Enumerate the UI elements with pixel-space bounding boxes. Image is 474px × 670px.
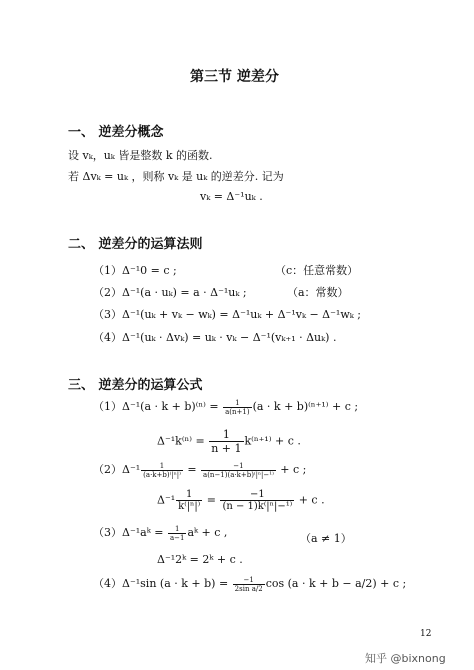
formula-1b [157, 428, 301, 455]
formula-lhs: Δ⁻¹ [122, 463, 141, 476]
formula-lhs: Δ⁻¹k⁽ⁿ⁾ = [157, 434, 205, 448]
section-heading-2: 二、 逆差分的运算法则 [68, 237, 203, 252]
rule-1 [93, 262, 177, 278]
formula-3 [93, 524, 227, 542]
fraction-denominator: a(n−1)(a·k+b)⁽|ⁿ|−¹⁾ [203, 470, 274, 479]
section1-line2: 若 Δvₖ = uₖ ，则称 vₖ 是 uₖ 的逆差分. 记为 [68, 170, 284, 183]
fraction-numerator: 1 [176, 489, 202, 501]
fraction [141, 462, 183, 479]
page-number: 12 [420, 629, 432, 639]
fraction [209, 428, 243, 455]
fraction-denominator: a(n+1) [225, 407, 250, 416]
formula-3-note: （a ≠ 1） [300, 532, 352, 545]
rule-number: （2） [93, 286, 122, 299]
formula-3b: Δ⁻¹2ᵏ = 2ᵏ + c . [157, 553, 243, 566]
fraction [168, 525, 187, 542]
formula-rhs: (a · k + b)⁽ⁿ⁺¹⁾ + c ; [252, 400, 359, 413]
fraction-denominator: 2sin a/2 [234, 584, 263, 593]
formula-rhs: + c ; [280, 463, 307, 476]
fraction-numerator: −1 [220, 489, 294, 501]
watermark: 知乎 @bixnong [365, 652, 446, 665]
formula-1 [93, 398, 358, 416]
page-title: 第三节 逆差分 [190, 69, 279, 85]
fraction-denominator: a−1 [169, 533, 185, 542]
formula-lhs: Δ⁻¹(a · k + b)⁽ⁿ⁾ = [122, 400, 219, 413]
formula-rhs: k⁽ⁿ⁺¹⁾ + c . [244, 434, 301, 448]
rule-expr: Δ⁻¹(a · uₖ) = a · Δ⁻¹uₖ ; [122, 286, 247, 299]
rule-4 [93, 329, 336, 345]
formula-number: （4） [93, 577, 122, 590]
fraction-numerator: 1 [209, 428, 243, 442]
formula-2 [93, 461, 306, 479]
formula-rhs: (a · k + b − a/2) + c ; [287, 577, 407, 590]
cos-function: cos [265, 577, 285, 590]
rule-expr: Δ⁻¹0 = c ; [122, 264, 177, 277]
section1-line1: 设 vₖ，uₖ 皆是整数 k 的函数. [68, 149, 213, 162]
fraction [201, 462, 276, 479]
rule-2 [93, 284, 247, 300]
fraction [220, 489, 294, 512]
rule-number: （3） [93, 308, 122, 321]
fraction-denominator: n + 1 [211, 442, 242, 455]
fraction [223, 399, 251, 416]
fraction [233, 576, 265, 593]
fraction-denominator: (n − 1)k⁽|ⁿ|−¹⁾ [222, 501, 293, 512]
formula-number: （1） [93, 400, 122, 413]
formula-4 [93, 575, 406, 593]
formula-lhs: Δ⁻¹ [157, 493, 176, 507]
section1-formula: vₖ = Δ⁻¹uₖ . [200, 190, 263, 203]
fraction-denominator: k⁽|ⁿ|⁾ [178, 501, 201, 512]
fraction-numerator: −1 [233, 576, 265, 585]
fraction [176, 489, 202, 512]
rule-1-note: （c：任意常数） [275, 264, 359, 277]
rule-number: （4） [93, 331, 122, 344]
fraction-numerator: 1 [141, 462, 183, 471]
formula-number: （2） [93, 463, 122, 476]
section-heading-1: 一、 逆差分概念 [68, 125, 164, 140]
formula-number: （3） [93, 526, 122, 539]
fraction-numerator: 1 [223, 399, 251, 408]
rule-2-note: （a：常数） [287, 286, 349, 299]
formula-rhs: aᵏ + c , [187, 526, 228, 539]
rule-3 [93, 306, 361, 322]
formula-rhs: + c . [298, 493, 325, 507]
fraction-denominator: (a·k+b)⁽|ⁿ|⁾ [143, 470, 181, 479]
fraction-numerator: −1 [201, 462, 276, 471]
formula-lhs: Δ⁻¹sin (a · k + b) = [122, 577, 229, 590]
section-heading-3: 三、 逆差分的运算公式 [68, 378, 203, 393]
equals-sign: = [187, 463, 197, 476]
equals-sign: = [206, 493, 216, 507]
rule-expr: Δ⁻¹(uₖ + vₖ − wₖ) = Δ⁻¹uₖ + Δ⁻¹vₖ − Δ⁻¹wₖ ; [122, 308, 361, 321]
rule-expr: Δ⁻¹(uₖ · Δvₖ) = uₖ · vₖ − Δ⁻¹(vₖ₊₁ · Δuₖ) . [122, 331, 337, 344]
formula-2b [157, 489, 325, 512]
rule-number: （1） [93, 264, 122, 277]
formula-lhs: Δ⁻¹aᵏ = [122, 526, 164, 539]
fraction-numerator: 1 [168, 525, 187, 534]
